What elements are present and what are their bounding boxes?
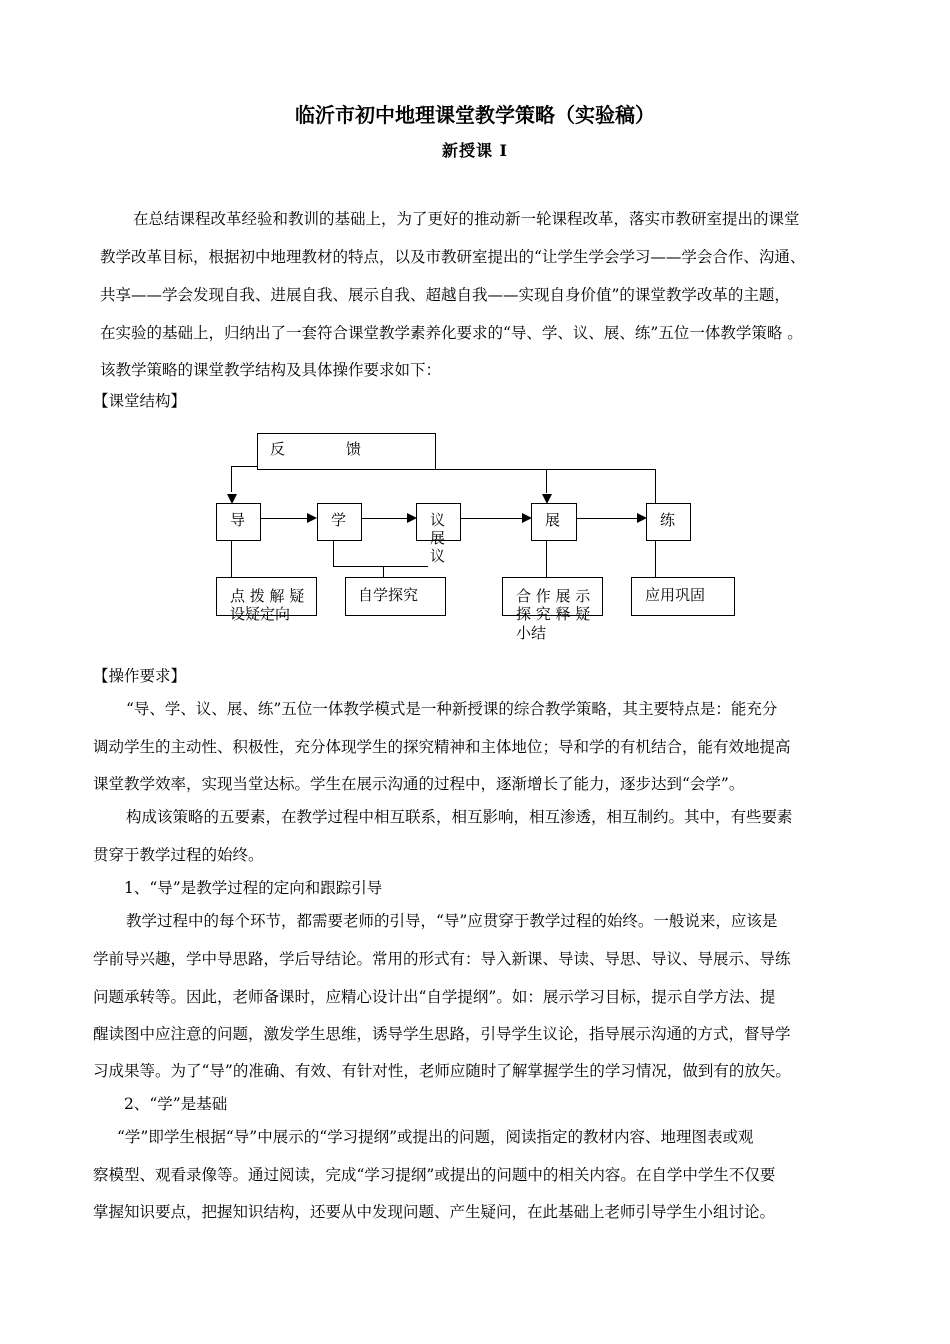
document-subtitle: 新授课 I (441, 141, 509, 160)
cooperate-sub-line-1: 合 作 展 示 (516, 587, 591, 605)
body-line-4: 构成该策略的五要素，在教学过程中相互联系，相互影响，相互渗透，相互制约。其中，有些要素 (126, 808, 793, 826)
selfstudy-sub-box (345, 577, 446, 616)
body-heading-1: 1、“导”是教学过程的定向和跟踪引导 (124, 879, 383, 897)
intro-line-1: 在总结课程改革经验和教训的基础上，为了更好的推动新一轮课程改革，落实市教研室提出的课堂 (133, 210, 800, 228)
document-title: 临沂市初中地理课堂教学策略（实验稿） (295, 103, 655, 127)
body-line-8: 问题承转等。因此，老师备课时，应精心设计出“自学提纲”。如：展示学习目标，提示自学方法、提 (93, 988, 776, 1006)
body-line-1: “导、学、议、展、练”五位一体教学模式是一种新授课的综合教学策略，其主要特点是：能充分 (126, 700, 778, 718)
section-heading-operations: 【操作要求】 (93, 667, 187, 685)
zhan-lian-line (577, 518, 638, 519)
body-heading-2: 2、“学”是基础 (124, 1095, 228, 1113)
body-line-12: 察模型、观看录像等。通过阅读，完成“学习提纲”或提出的问题中的相关内容。在自学中学生不仅要 (93, 1166, 776, 1184)
cooperate-sub-line-3: 小结 (516, 624, 547, 642)
feedback-box (257, 433, 436, 470)
feedback-right-line (435, 469, 655, 470)
yi-overflow-1: 展 (430, 529, 446, 547)
lian-sub-line (655, 540, 656, 577)
zhan-sub-line (546, 540, 547, 577)
apply-sub-box (631, 577, 735, 616)
feedback-char-1: 反 (270, 440, 286, 458)
body-line-5: 贯穿于教学过程的始终。 (93, 846, 264, 864)
zhan-box (531, 503, 577, 541)
xue-yi-bottom-line (333, 566, 428, 567)
xue-yi-line (362, 518, 408, 519)
dao-sub-line (231, 540, 232, 577)
intro-line-4: 在实验的基础上，归纳出了一套符合课堂教学素养化要求的“导、学、议、展、练”五位一体教学策略 。 (100, 324, 803, 342)
feedback-left-line (231, 466, 257, 467)
body-line-10: 习成果等。为了“导”的准确、有效、有针对性，老师应随时了解掌握学生的学习情况，做到有的放矢。 (93, 1062, 791, 1080)
dao-label: 导 (230, 511, 246, 529)
body-line-13: 掌握知识要点，把握知识结构，还要从中发现问题、产生疑问，在此基础上老师引导学生小组讨论。 (93, 1203, 776, 1221)
xue-box (317, 503, 362, 541)
body-line-9: 醒读图中应注意的问题，激发学生思维，诱导学生思路，引导学生议论，指导展示沟通的方式，督导学 (93, 1025, 791, 1043)
body-line-6: 教学过程中的每个环节，都需要老师的引导，“导”应贯穿于教学过程的始终。一般说来，应该是 (126, 912, 778, 930)
body-line-2: 调动学生的主动性、积极性，充分体现学生的探究精神和主体地位；导和学的有机结合，能有效地提高 (93, 738, 791, 756)
body-line-7: 学前导兴趣，学中导思路，学后导结论。常用的形式有：导入新课、导读、导思、导议、导展示、导练 (93, 950, 791, 968)
yi-overflow-2: 议 (430, 547, 446, 565)
xue-bottom-line (333, 540, 334, 566)
apply-label: 应用巩固 (645, 586, 706, 604)
intro-line-2: 教学改革目标，根据初中地理教材的特点，以及市教研室提出的“让学生学会学习——学会合作、沟通、 (100, 248, 806, 266)
feedback-char-2: 馈 (346, 440, 362, 458)
arrow-to-xue (307, 513, 317, 523)
feedback-down-line (231, 466, 232, 492)
lian-box (646, 503, 691, 541)
intro-line-3: 共享——学会发现自我、进展自我、展示自我、超越自我——实现自身价值”的课堂教学改革的主题， (100, 286, 790, 304)
lian-label: 练 (660, 511, 676, 529)
feedback-lian-line (655, 469, 656, 503)
feedback-zhan-line (546, 469, 547, 493)
yi-zhan-line (461, 518, 523, 519)
yi-label: 议 (430, 511, 446, 529)
section-heading-structure: 【课堂结构】 (93, 392, 187, 410)
guide-sub-line-1: 点 拨 解 疑 (230, 587, 305, 605)
intro-line-5: 该教学策略的课堂教学结构及具体操作要求如下： (100, 361, 442, 379)
cooperate-sub-line-2: 探 究 释 疑 (516, 605, 591, 623)
xue-label: 学 (331, 511, 347, 529)
body-line-11: “学”即学生根据“导”中展示的“学习提纲”或提出的问题，阅读指定的教材内容、地理图表或观 (117, 1128, 754, 1146)
dao-box (216, 503, 261, 541)
guide-sub-line-2: 设疑定向 (230, 605, 291, 623)
dao-xue-line (260, 518, 308, 519)
body-line-3: 课堂教学效率，实现当堂达标。学生在展示沟通的过程中，逐渐增长了能力，逐步达到“会学”。 (93, 775, 745, 793)
zhan-label: 展 (545, 511, 561, 529)
selfstudy-label: 自学探究 (358, 586, 419, 604)
